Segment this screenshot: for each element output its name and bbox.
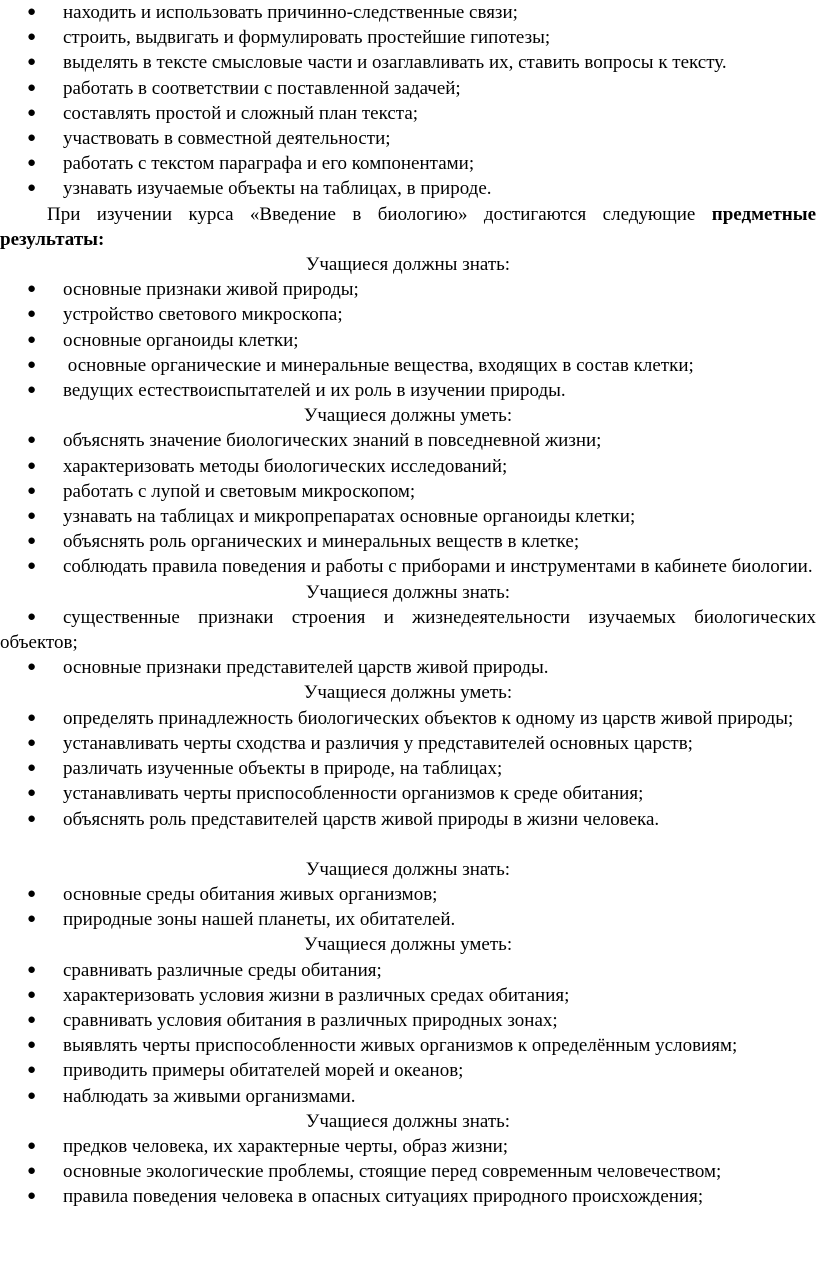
section-know-1 [0, 252, 816, 403]
section-heading: Учащиеся должны знать: [305, 858, 511, 880]
list-item: ● сравнивать условия обитания в различных природных зонах; [0, 1008, 816, 1033]
list-item: ● основные органоиды клетки; [0, 328, 816, 353]
list-item: ● соблюдать правила поведения и работы с приборами и инструментами в кабинете биологии. [0, 554, 816, 579]
skills-list [0, 0, 816, 202]
list-item: ● характеризовать методы биологических исследований; [0, 454, 816, 479]
list-item: ● ведущих естествоиспытателей и их роль в изучении природы. [0, 378, 816, 403]
bullet-icon: ● [27, 306, 37, 323]
bullet-icon: ● [27, 734, 37, 751]
list-item: ● составлять простой и сложный план текста; [0, 101, 816, 126]
bullet-icon: ● [27, 1188, 37, 1205]
list-item: ● строить, выдвигать и формулировать простейшие гипотезы; [0, 25, 816, 50]
list-item: ● устройство светового микроскопа; [0, 302, 816, 327]
bullet-icon: ● [27, 1137, 37, 1154]
bullet-icon: ● [27, 1087, 37, 1104]
bullet-icon: ● [27, 986, 37, 1003]
section-heading: Учащиеся должны уметь: [303, 934, 513, 956]
list-item: ● выделять в тексте смысловые части и озаглавливать их, ставить вопросы к тексту. [0, 50, 816, 75]
list-item: ● природные зоны нашей планеты, их обитателей. [0, 907, 816, 932]
bullet-icon: ● [27, 155, 37, 172]
bullet-icon: ● [27, 180, 37, 197]
list-item: ● различать изученные объекты в природе, на таблицах; [0, 756, 816, 781]
list-item: ● работать с текстом параграфа и его компонентами; [0, 151, 816, 176]
bullet-icon: ● [27, 659, 37, 676]
list-item: ● основные среды обитания живых организмов; [0, 882, 816, 907]
bullet-icon: ● [27, 709, 37, 726]
bullet-icon: ● [27, 79, 37, 96]
bullet-icon: ● [27, 961, 37, 978]
bullet-icon: ● [27, 54, 37, 71]
bullet-icon: ● [27, 785, 37, 802]
list-item: ● основные признаки представителей царств живой природы. [0, 655, 816, 680]
bullet-icon: ● [27, 558, 37, 575]
intro-bold: предметные результаты: [0, 203, 816, 250]
bullet-icon: ● [27, 911, 37, 928]
list-item: ● объяснять роль представителей царств живой природы в жизни человека. [0, 807, 816, 832]
section-heading: Учащиеся должны уметь: [303, 405, 513, 427]
section-know-3 [0, 857, 816, 933]
bullet-icon: ● [27, 608, 37, 625]
bullet-icon: ● [27, 1037, 37, 1054]
bullet-icon: ● [27, 760, 37, 777]
bullet-icon: ● [27, 482, 37, 499]
bullet-icon: ● [27, 29, 37, 46]
section-know-2 [0, 580, 816, 681]
list-item: ● существенные признаки строения и жизнедеятельности изучаемых биологических объектов; [0, 606, 816, 654]
list-item: ● узнавать на таблицах и микропрепаратах основные органоиды клетки; [0, 504, 816, 529]
bullet-icon: ● [27, 1163, 37, 1180]
list-item: ● участвовать в совместной деятельности; [0, 126, 816, 151]
bullet-icon: ● [27, 457, 37, 474]
list-item: ● приводить примеры обитателей морей и океанов; [0, 1058, 816, 1083]
section-know-4 [0, 1109, 816, 1210]
bullet-icon: ● [27, 508, 37, 525]
bullet-icon: ● [27, 4, 37, 20]
list-item: ● выявлять черты приспособленности живых организмов к определённым условиям; [0, 1033, 816, 1058]
section-heading: Учащиеся должны уметь: [303, 682, 513, 704]
bullet-icon: ● [27, 885, 37, 902]
list-item: ● работать с лупой и световым микроскопом; [0, 479, 816, 504]
list-item: ● находить и использовать причинно-следственные связи; [0, 0, 816, 25]
list-item: ● характеризовать условия жизни в различных средах обитания; [0, 983, 816, 1008]
intro-paragraph: При изучении курса «Введение в биологию» достигаются следующие предметные результаты: [0, 203, 816, 250]
bullet-icon: ● [27, 1011, 37, 1028]
list-item: ● работать в соответствии с поставленной задачей; [0, 76, 816, 101]
list-item: ● устанавливать черты сходства и различия у представителей основных царств; [0, 731, 816, 756]
list-item: ● сравнивать различные среды обитания; [0, 958, 816, 983]
list-item: ● основные экологические проблемы, стоящие перед современным человечеством; [0, 1159, 816, 1184]
list-item: ● устанавливать черты приспособленности организмов к среде обитания; [0, 781, 816, 806]
bullet-icon: ● [27, 810, 37, 827]
section-heading: Учащиеся должны знать: [305, 254, 511, 276]
section-heading: Учащиеся должны знать: [305, 581, 511, 603]
section-can-1 [0, 403, 816, 579]
list-item: ● основные признаки живой природы; [0, 277, 816, 302]
bullet-icon: ● [27, 432, 37, 449]
bullet-icon: ● [27, 331, 37, 348]
list-item: ● правила поведения человека в опасных ситуациях природного происхождения; [0, 1184, 816, 1209]
section-can-3 [0, 932, 816, 1108]
list-item: ● наблюдать за живыми организмами. [0, 1084, 816, 1109]
list-item: ● объяснять роль органических и минеральных веществ в клетке; [0, 529, 816, 554]
list-item: ● предков человека, их характерные черты, образ жизни; [0, 1134, 816, 1159]
blank-line [0, 832, 816, 857]
bullet-icon: ● [27, 356, 37, 373]
list-item: ● объяснять значение биологических знаний в повседневной жизни; [0, 428, 816, 453]
list-item: ● определять принадлежность биологических объектов к одному из царств живой природы; [0, 706, 816, 731]
list-item: ● основные органические и минеральные вещества, входящих в состав клетки; [0, 353, 816, 378]
bullet-icon: ● [27, 533, 37, 550]
section-can-2 [0, 680, 816, 831]
bullet-icon: ● [27, 382, 37, 399]
bullet-icon: ● [27, 130, 37, 147]
list-item: ● узнавать изучаемые объекты на таблицах, в природе. [0, 176, 816, 201]
bullet-icon: ● [27, 1062, 37, 1079]
section-heading: Учащиеся должны знать: [305, 1110, 511, 1132]
bullet-icon: ● [27, 104, 37, 121]
bullet-icon: ● [27, 281, 37, 298]
